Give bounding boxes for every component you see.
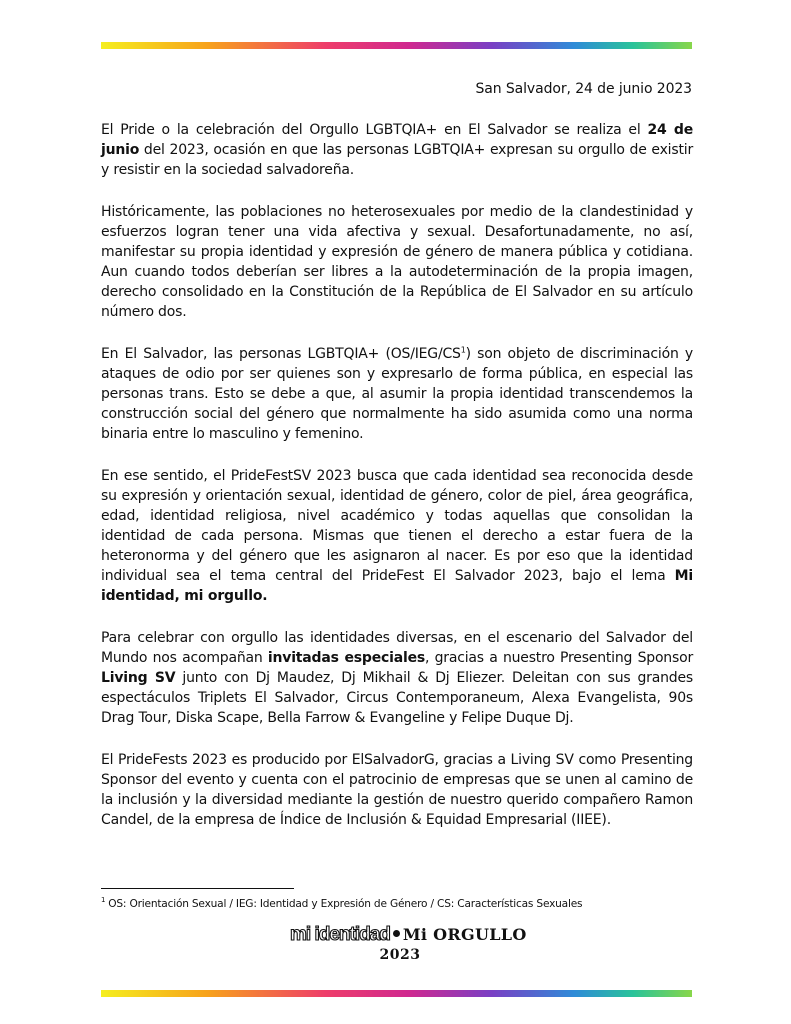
paragraph-3 bbox=[101, 344, 693, 444]
footnote-text: OS: Orientación Sexual / IEG: Identidad y Expresión de Género / CS: Características Sexuales bbox=[108, 898, 583, 910]
letter-body bbox=[101, 120, 693, 852]
p5-bold-guests: invitadas especiales bbox=[267, 650, 426, 666]
logo-part-2: Mi ORGULLO bbox=[402, 925, 527, 944]
p1-bold-date: 24 de junio bbox=[101, 122, 694, 158]
bottom-rainbow-bar bbox=[101, 990, 692, 997]
p4-bold-motto: Mi identidad, mi orgullo. bbox=[101, 568, 693, 604]
event-logo bbox=[290, 924, 527, 968]
footnote bbox=[101, 897, 701, 911]
paragraph-4 bbox=[101, 466, 693, 606]
p1-text-a: El Pride o la celebración del Orgullo LGBTQIA+ en El Salvador se realiza el bbox=[101, 122, 648, 138]
p3-text-b: ) son objeto de discriminación y ataques de odio por ser quienes son y expresarlo de forma pública, en especial las personas trans. Esto se debe a que, al asumir la propia identidad transcendemos la construcción social del género que normalmente ha sido asumida como una norma binaria entre lo masculino y femenino. bbox=[101, 346, 693, 442]
p1-text-b: del 2023, ocasión en que las personas LGBTQIA+ expresan su orgullo de existir y resistir en la sociedad salvadoreña. bbox=[101, 142, 693, 178]
paragraph-6: El PrideFests 2023 es producido por ElSalvadorG, gracias a Living SV como Presenting Sponsor del evento y cuenta con el patrocinio de empresas que se unen al camino de la inclusión y la diversidad mediante la gestión de nuestro querido compañero Ramon Candel, de la empresa de Índice de Inclusión & Equidad Empresarial (IIEE). bbox=[101, 752, 693, 828]
p3-text-a: En El Salvador, las personas LGBTQIA+ (OS/IEG/CS bbox=[101, 346, 461, 362]
top-rainbow-bar bbox=[101, 42, 692, 49]
logo-part-1: mi identidad bbox=[290, 924, 390, 945]
date-line: San Salvador, 24 de junio 2023 bbox=[475, 81, 692, 97]
p5-text-a: Para celebrar con orgullo las identidades diversas, en el escenario del Salvador del Mundo nos acompañan bbox=[101, 630, 693, 666]
logo-dot bbox=[393, 930, 400, 937]
paragraph-2: Históricamente, las poblaciones no heterosexuales por medio de la clandestinidad y esfuerzos logran tener una vida afectiva y sexual. Desafortunadamente, no así, manifestar su propia identidad y expresión de género de manera pública y cotidiana. Aun cuando todos deberían ser libres a la autodeterminación de la propia imagen, derecho consolidado en la Constitución de la República de El Salvador en su artículo número dos. bbox=[101, 204, 693, 320]
p4-text-a: En ese sentido, el PrideFestSV 2023 busca que cada identidad sea reconocida desde su expresión y orientación sexual, identidad de género, color de piel, área geográfica, edad, identidad religiosa, nivel académico y todas aquellas que consolidan la identidad de cada persona. Mismas que tienen el derecho a estar fuera de la heteronorma y del género que les asignaron al nacer. Es por eso que la identidad individual sea el tema central del PrideFest El Salvador 2023, bajo el lema bbox=[101, 468, 693, 584]
footnote-number: 1 bbox=[101, 896, 106, 905]
p5-text-c: junto con Dj Maudez, Dj Mikhail & Dj Eliezer. Deleitan con sus grandes espectáculos Triplets El Salvador, Circus Contemporaneum, Alexa Evangelista, 90s Drag Tour, Diska Scape, Bella Farrow & Evangeline y Felipe Duque Dj. bbox=[101, 670, 693, 726]
paragraph-5 bbox=[101, 628, 693, 728]
p5-bold-sponsor: Living SV bbox=[101, 670, 176, 686]
p5-text-b: , gracias a nuestro Presenting Sponsor bbox=[425, 650, 693, 666]
logo-year: 2023 bbox=[379, 947, 421, 963]
logo-wordmark bbox=[290, 924, 527, 946]
footnote-ref: 1 bbox=[460, 345, 466, 355]
paragraph-1 bbox=[101, 120, 693, 180]
footnote-divider bbox=[101, 888, 294, 889]
